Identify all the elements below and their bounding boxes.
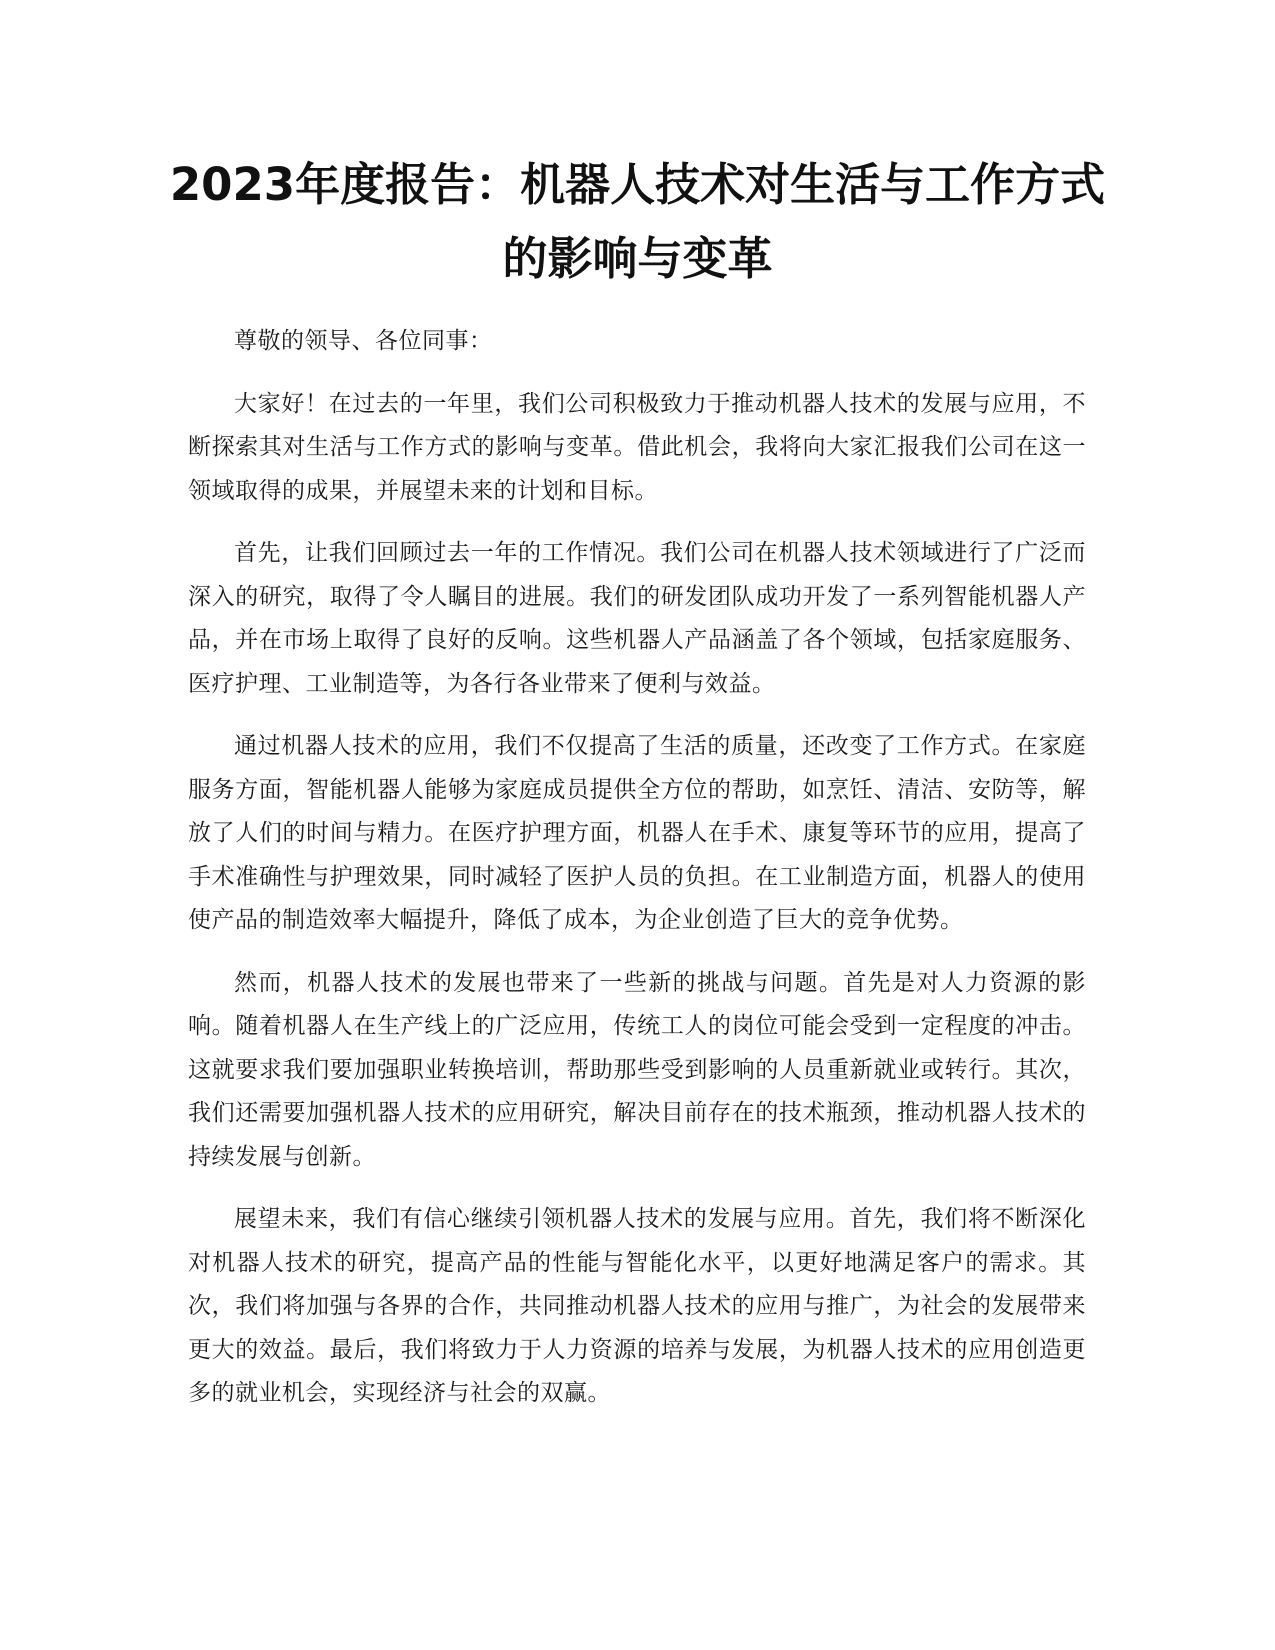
document-body bbox=[188, 320, 1086, 1435]
page-title: 2023年度报告：机器人技术对生活与工作方式的影响与变革 bbox=[169, 158, 1106, 285]
paragraph-challenges: 然而，机器人技术的发展也带来了一些新的挑战与问题。首先是对人力资源的影响。随着机器人在生产线上的广泛应用，传统工人的岗位可能会受到一定程度的冲击。这就要求我们要加强职业转换培训，帮助那些受到影响的人员重新就业或转行。其次，我们还需要加强机器人技术的应用研究，解决目前存在的技术瓶颈，推动机器人技术的持续发展与创新。 bbox=[188, 969, 1086, 1170]
paragraph-intro: 大家好！在过去的一年里，我们公司积极致力于推动机器人技术的发展与应用，不断探索其对生活与工作方式的影响与变革。借此机会，我将向大家汇报我们公司在这一领域取得的成果，并展望未来的计划和目标。 bbox=[188, 390, 1086, 504]
paragraph-review: 首先，让我们回顾过去一年的工作情况。我们公司在机器人技术领域进行了广泛而深入的研究，取得了令人瞩目的进展。我们的研发团队成功开发了一系列智能机器人产品，并在市场上取得了良好的反响。这些机器人产品涵盖了各个领域，包括家庭服务、医疗护理、工业制造等，为各行各业带来了便利与效益。 bbox=[188, 540, 1086, 697]
paragraph-outlook: 展望未来，我们有信心继续引领机器人技术的发展与应用。首先，我们将不断深化对机器人技术的研究，提高产品的性能与智能化水平，以更好地满足客户的需求。其次，我们将加强与各界的合作，共同推动机器人技术的应用与推广，为社会的发展带来更大的效益。最后，我们将致力于人力资源的培养与发展，为机器人技术的应用创造更多的就业机会，实现经济与社会的双赢。 bbox=[188, 1206, 1086, 1406]
paragraph-applications: 通过机器人技术的应用，我们不仅提高了生活的质量，还改变了工作方式。在家庭服务方面，智能机器人能够为家庭成员提供全方位的帮助，如烹饪、清洁、安防等，解放了人们的时间与精力。在医疗护理方面，机器人在手术、康复等环节的应用，提高了手术准确性与护理效果，同时减轻了医护人员的负担。在工业制造方面，机器人的使用使产品的制造效率大幅提升，降低了成本，为企业创造了巨大的竞争优势。 bbox=[188, 733, 1086, 933]
paragraph-greeting: 尊敬的领导、各位同事： bbox=[234, 328, 493, 354]
